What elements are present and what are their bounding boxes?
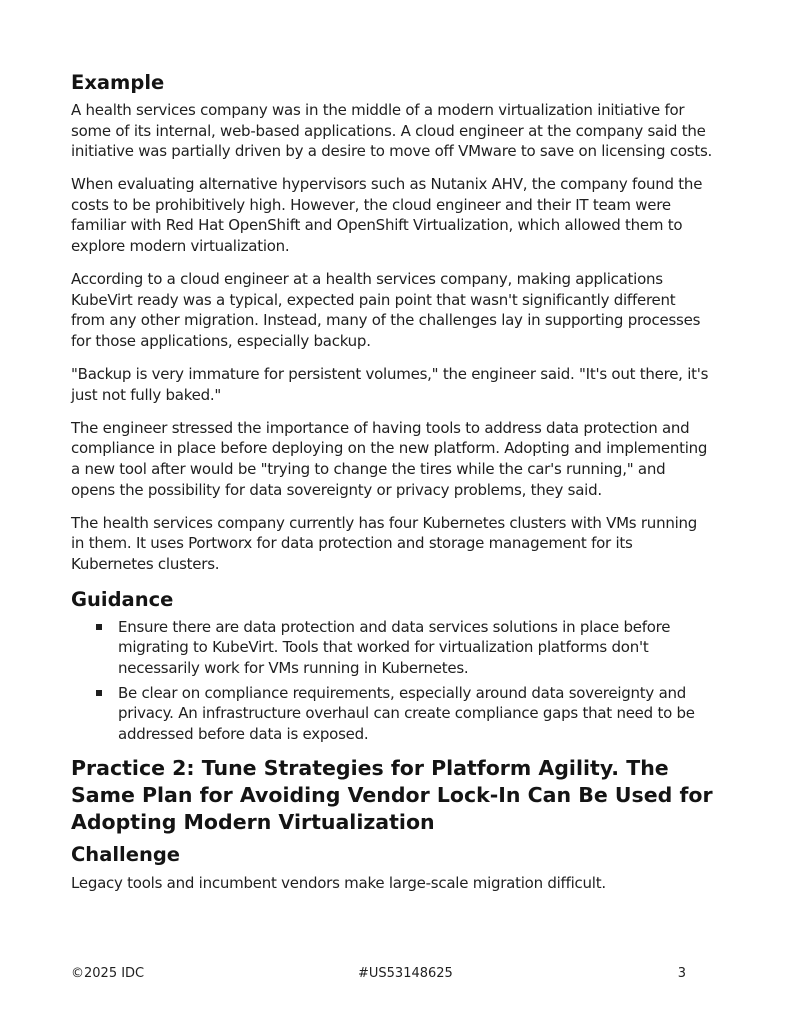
example-paragraph-1: A health services company was in the middle of a modern virtualization initiative for some of its internal, web-based applications. A cloud engineer at the company said the initiative was partially driven by a desire to move off VMware to save on licensing costs.	[71, 101, 713, 161]
page-footer	[71, 966, 686, 986]
example-paragraph-6: The health services company currently has four Kubernetes clusters with VMs running in them. It uses Portworx for data protection and storage management for its Kubernetes clusters.	[71, 513, 698, 573]
guidance-heading: Guidance	[71, 587, 174, 611]
challenge-heading: Challenge	[71, 843, 181, 867]
guidance-item-text: Be clear on compliance requirements, especially around data sovereignty and privacy. An infrastructure overhaul can create compliance gaps that need to be addressed before data is exposed.	[118, 683, 695, 743]
guidance-item-text: Ensure there are data protection and data services solutions in place before migrating to KubeVirt. Tools that worked for virtualization platforms don't necessarily work for VMs running in Kubernetes.	[118, 617, 671, 678]
footer-doc-id: #US53148625	[358, 966, 453, 981]
example-paragraph-4: "Backup is very immature for persistent volumes," the engineer said. "It's out there, it's just not fully baked."	[71, 365, 709, 404]
example-paragraph-2: When evaluating alternative hypervisors such as Nutanix AHV, the company found the costs to be prohibitively high. However, the cloud engineer and their IT team were familiar with Red Hat OpenShift and OpenShift Virtualization, which allowed them to explore modern virtualization.	[71, 175, 703, 256]
practice-heading: Practice 2: Tune Strategies for Platform Agility. The Same Plan for Avoiding Vendor Lock-In Can Be Used for Adopting Modern Virtualization	[71, 756, 713, 835]
guidance-item	[71, 683, 713, 745]
example-heading: Example	[71, 71, 165, 94]
example-paragraph-5: The engineer stressed the importance of having tools to address data protection and compliance in place before deploying on the new platform. Adopting and implementing a new tool after would be "trying to change the tires while the car's running," and opens the possibility for data sovereignty or privacy problems, they said.	[71, 418, 708, 499]
guidance-item	[71, 617, 713, 679]
square-bullet-icon	[96, 624, 102, 630]
example-paragraph-3: According to a cloud engineer at a health services company, making applications KubeVirt ready was a typical, expected pain point that wasn't significantly different from any other migration. Instead, many of the challenges lay in supporting processes for those applications, especially backup.	[71, 270, 701, 350]
footer-page-number: 3	[677, 966, 686, 981]
footer-copyright: ©2025 IDC	[71, 966, 145, 981]
document-page	[71, 70, 713, 907]
square-bullet-icon	[96, 690, 102, 696]
guidance-list	[71, 617, 713, 745]
challenge-paragraph: Legacy tools and incumbent vendors make large-scale migration difficult.	[71, 874, 606, 893]
